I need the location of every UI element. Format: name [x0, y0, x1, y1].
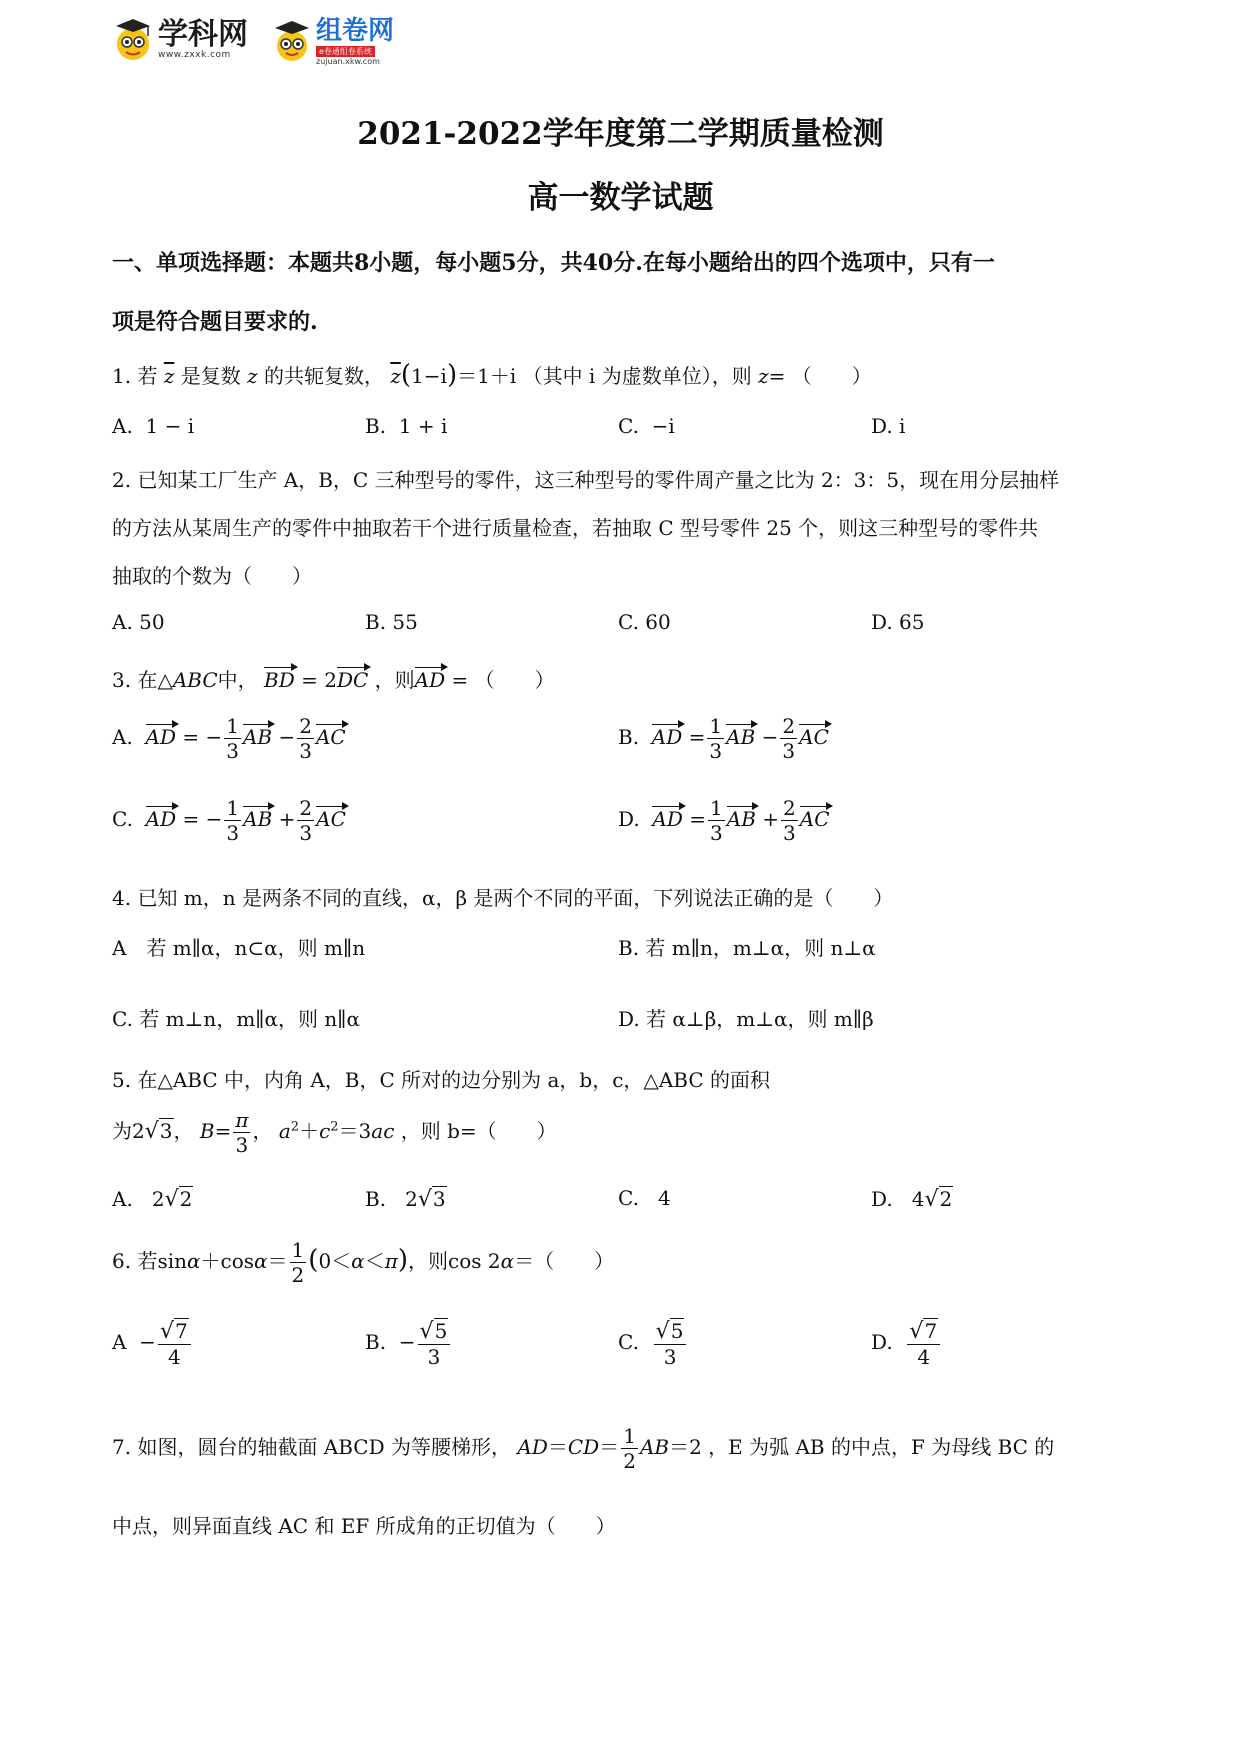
question-2-line1: 2. 已知某工厂生产 A，B，C 三种型号的零件，这三种型号的零件周产量之比为 2：3：5，现在用分层抽样 [112, 468, 1060, 492]
q2-option-c[interactable]: C. 60 [618, 610, 671, 634]
q4-option-c[interactable]: C. 若 m⊥n，m∥α，则 n∥α [112, 1007, 361, 1031]
q5-option-a[interactable]: A. 2√2 [112, 1187, 193, 1212]
q3-option-b[interactable]: B. AD = $\frac{1}{3}$ AB − $\frac{2}{3}$ AC [618, 714, 829, 763]
zxxk-logo-name: 学科网 [158, 17, 248, 52]
q2-option-d[interactable]: D. 65 [871, 610, 925, 634]
q1-option-b[interactable]: B. 1 + i [365, 414, 448, 438]
question-5-line2: 为2√3， B= $\frac{\pi}{3}$ ， $a^2+c^2=3ac$ ，则 b=（ ） [112, 1108, 557, 1157]
mascot-icon [112, 16, 154, 64]
question-7-line2: 中点，则异面直线 AC 和 EF 所成角的正切值为（ ） [112, 1514, 616, 1538]
q6-option-a[interactable]: A − $\frac{√7}{4}$ [112, 1318, 193, 1369]
q2-option-a[interactable]: A. 50 [112, 610, 165, 634]
q5-option-b[interactable]: B. 2√3 [365, 1187, 446, 1212]
q6-option-c[interactable]: C. $\frac{√5}{3}$ [618, 1318, 688, 1369]
q3-option-a[interactable]: A. AD = − $\frac{1}{3}$ AB − $\frac{2}{3}$ AC [112, 714, 346, 763]
zujuan-logo-url: zujuan.xkw.com [316, 57, 380, 66]
zxxk-logo-url: www.zxxk.com [158, 50, 231, 60]
q6-option-b[interactable]: B. − $\frac{√5}{3}$ [365, 1318, 452, 1369]
question-2-line3: 抽取的个数为（ ） [112, 564, 312, 588]
section-heading-line2: 项是符合题目要求的. [112, 309, 318, 335]
question-2-line2: 的方法从某周生产的零件中抽取若干个进行质量检查，若抽取 C 型号零件 25 个，则这三种型号的零件共 [112, 516, 1039, 540]
question-4-stem: 4. 已知 m，n 是两条不同的直线，α，β 是两个不同的平面，下列说法正确的是（ ） [112, 886, 894, 910]
q3-option-c[interactable]: C. AD = − $\frac{1}{3}$ AB + $\frac{2}{3}$ AC [112, 796, 346, 845]
q4-option-b[interactable]: B. 若 m∥n，m⊥α，则 n⊥α [618, 936, 876, 960]
question-3-stem: 3. 在△ABC中， BD = 2DC ，则AD = （ ） [112, 668, 555, 692]
q3-option-d[interactable]: D. AD = $\frac{1}{3}$ AB + $\frac{2}{3}$ AC [618, 796, 830, 845]
q1-equation: $\overline{z}(1-i)=1+i$ [390, 360, 517, 390]
q1-option-d[interactable]: D. i [871, 414, 906, 438]
zujuan-logo-name: 组卷网 [316, 16, 395, 46]
question-5-line1: 5. 在△ABC 中，内角 A，B，C 所对的边分别为 a，b，c，△ABC 的面积 [112, 1068, 770, 1092]
q4-option-d[interactable]: D. 若 α⊥β，m⊥α，则 m∥β [618, 1007, 874, 1031]
zujuan-logo-band: e卷通组卷系统 [316, 46, 375, 57]
question-7-line1: 7. 如图，圆台的轴截面 ABCD 为等腰梯形， AD＝CD＝ $\frac{1}{2}$ AB＝2 ，E 为弧 AB 的中点，F 为母线 BC 的 [112, 1424, 1055, 1473]
zujuan-logo[interactable] [272, 18, 394, 66]
section-heading-line1: 一、单项选择题：本题共8小题，每小题5分，共40分.在每小题给出的四个选项中，只有一 [112, 250, 995, 276]
q1-option-a[interactable]: A. 1 − i [112, 414, 195, 438]
q5-option-c[interactable]: C. 4 [618, 1186, 671, 1210]
question-1-stem: 1. 若 $\overline{z}$ 是复数 z 的共轭复数， $\overline{z}(1-i)=1+i$ （其中 i 为虚数单位），则 z= （ ） [112, 360, 872, 390]
q4-option-a[interactable]: A 若 m∥α，n⊂α，则 m∥n [112, 936, 366, 960]
question-6-stem: 6. 若sinα＋cosα＝ $\frac{1}{2}$ (0＜α＜π)，则cos 2α＝（ ） [112, 1238, 615, 1287]
q1-option-c[interactable]: C. −i [618, 414, 675, 438]
q2-option-b[interactable]: B. 55 [365, 610, 418, 634]
q5-option-d[interactable]: D. 4√2 [871, 1187, 953, 1212]
exam-title: 2021-2022学年度第二学期质量检测 [357, 116, 884, 152]
exam-subtitle: 高一数学试题 [527, 180, 714, 216]
mascot-icon [272, 19, 312, 65]
zxxk-logo[interactable] [112, 16, 248, 64]
q6-option-d[interactable]: D. $\frac{√7}{4}$ [871, 1318, 942, 1369]
